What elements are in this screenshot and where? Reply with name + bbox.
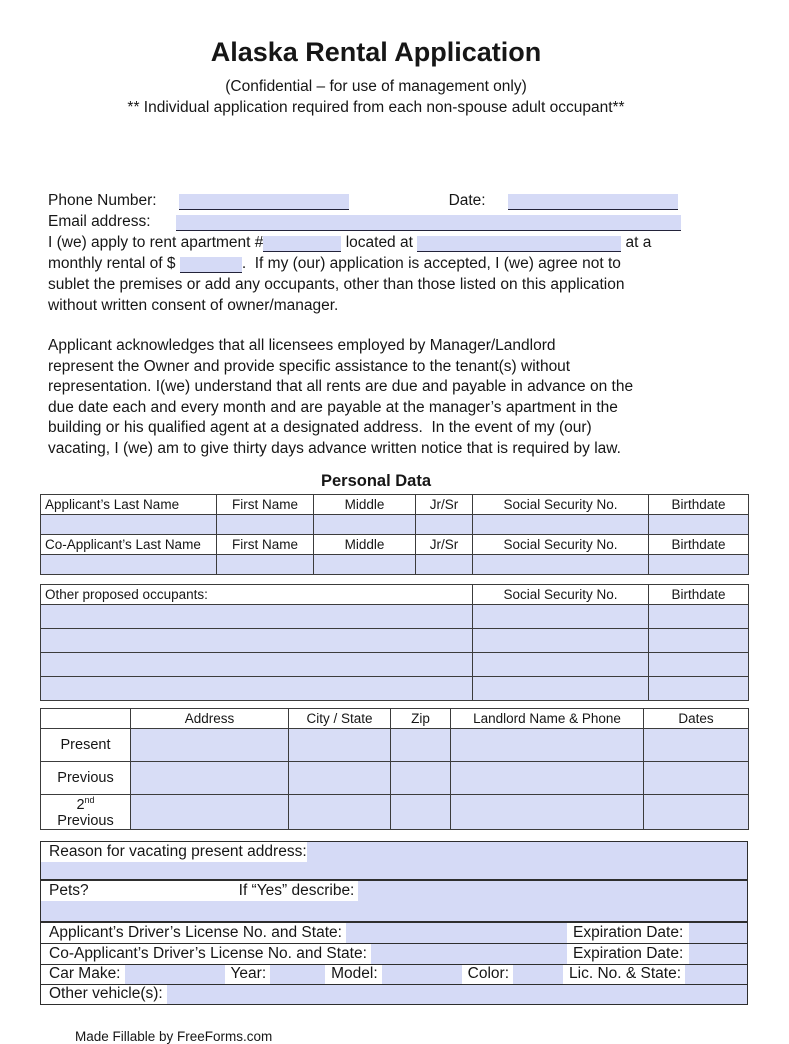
second-previous-line2: Previous <box>57 812 114 829</box>
col-applicant-last-name: Applicant’s Last Name <box>41 495 217 515</box>
previous-address-cell[interactable] <box>131 762 289 795</box>
col-blank <box>41 709 131 729</box>
car-make-label: Car Make: <box>49 965 121 983</box>
pets-answer-area[interactable] <box>89 881 239 901</box>
second-previous-sup: nd <box>84 795 95 805</box>
occupant-input-row <box>41 605 749 629</box>
applicant-middle-cell[interactable] <box>314 515 416 535</box>
col-birthdate: Birthdate <box>649 495 749 515</box>
co-applicant-header-row <box>41 535 749 555</box>
col-birthdate: Birthdate <box>649 535 749 555</box>
co-applicant-jr-sr-cell[interactable] <box>416 555 473 575</box>
subtitle-requirement: ** Individual application required from each non-spouse adult occupant** <box>127 99 625 116</box>
applicant-birthdate-cell[interactable] <box>649 515 749 535</box>
phone-date-row <box>48 189 789 210</box>
col-address: Address <box>131 709 289 729</box>
located-at-field[interactable] <box>417 236 621 252</box>
intro-section <box>48 189 789 315</box>
vehicle-row <box>41 965 747 985</box>
applicant-input-row <box>41 515 749 535</box>
col-co-applicant-last-name: Co-Applicant’s Last Name <box>41 535 217 555</box>
occupant-birthdate-cell[interactable] <box>649 605 749 629</box>
applicant-jr-sr-cell[interactable] <box>416 515 473 535</box>
pets-row <box>41 881 747 901</box>
present-label: Present <box>41 729 131 762</box>
occupant-birthdate-cell[interactable] <box>649 653 749 677</box>
year-label: Year: <box>230 965 267 983</box>
occupant-name-cell[interactable] <box>41 677 473 701</box>
second-previous-base: 2 <box>76 796 85 813</box>
residence-header-row <box>41 709 749 729</box>
applicant-dl-row <box>41 923 747 944</box>
other-vehicles-row <box>41 985 747 1004</box>
applicant-last-name-cell[interactable] <box>41 515 217 535</box>
reason-row <box>41 842 747 862</box>
previous-zip-cell[interactable] <box>391 762 451 795</box>
apply-line-4 <box>48 294 789 315</box>
email-row <box>48 210 789 231</box>
second-previous-city-state-cell[interactable] <box>289 795 391 830</box>
col-middle: Middle <box>314 535 416 555</box>
details-box <box>40 841 748 1005</box>
applicant-expiration-label: Expiration Date: <box>573 923 684 941</box>
lic-no-state-field[interactable] <box>685 965 747 984</box>
second-previous-dates-cell[interactable] <box>644 795 749 830</box>
ack-line: vacating, I (we) am to give thirty days advance written notice that is required by law. <box>48 439 621 457</box>
apply-line-3 <box>48 273 789 294</box>
co-applicant-last-name-cell[interactable] <box>41 555 217 575</box>
col-zip: Zip <box>391 709 451 729</box>
apply-text-7: without written consent of owner/manager. <box>48 297 339 314</box>
applicant-dl-field[interactable] <box>346 923 567 943</box>
applicant-header-row <box>41 495 749 515</box>
col-dates: Dates <box>644 709 749 729</box>
reason-field[interactable] <box>307 842 747 862</box>
applicant-ssn-cell[interactable] <box>473 515 649 535</box>
present-dates-cell[interactable] <box>644 729 749 762</box>
ack-line: represent the Owner and provide specific assistance to the tenant(s) without <box>48 357 571 375</box>
present-address-cell[interactable] <box>131 729 289 762</box>
col-middle: Middle <box>314 495 416 515</box>
col-first-name: First Name <box>217 535 314 555</box>
present-zip-cell[interactable] <box>391 729 451 762</box>
co-applicant-expiration-label: Expiration Date: <box>573 944 684 962</box>
col-jr-sr: Jr/Sr <box>416 495 473 515</box>
second-previous-label <box>41 795 131 830</box>
occupant-birthdate-cell[interactable] <box>649 629 749 653</box>
col-first-name: First Name <box>217 495 314 515</box>
col-other-occupants: Other proposed occupants: <box>41 585 473 605</box>
pets-label: Pets? <box>49 881 89 899</box>
occupant-ssn-cell[interactable] <box>473 629 649 653</box>
second-previous-address-row <box>41 795 749 830</box>
apply-text-1: I (we) apply to rent apartment # <box>48 234 264 251</box>
present-city-state-cell[interactable] <box>289 729 391 762</box>
occupant-name-cell[interactable] <box>41 629 473 653</box>
apartment-number-field[interactable] <box>263 236 341 252</box>
email-label: Email address: <box>48 213 151 230</box>
ack-line: Applicant acknowledges that all licensees employed by Manager/Landlord <box>48 337 556 354</box>
co-applicant-expiration-field[interactable] <box>689 944 747 964</box>
phone-number-field[interactable] <box>179 194 349 210</box>
apply-line-2 <box>48 252 789 273</box>
col-city-state: City / State <box>289 709 391 729</box>
present-landlord-cell[interactable] <box>451 729 644 762</box>
apply-text-4: monthly rental of $ <box>48 255 180 272</box>
present-address-row <box>41 729 749 762</box>
occupant-ssn-cell[interactable] <box>473 677 649 701</box>
personal-data-heading: Personal Data <box>320 472 432 490</box>
page-title: Alaska Rental Application <box>210 37 542 67</box>
year-field[interactable] <box>270 965 325 984</box>
occupant-input-row <box>41 653 749 677</box>
co-applicant-ssn-cell[interactable] <box>473 555 649 575</box>
col-landlord: Landlord Name & Phone <box>451 709 644 729</box>
ack-line: building or his qualified agent at a designated address. In the event of my (our) <box>48 419 592 436</box>
applicant-first-name-cell[interactable] <box>217 515 314 535</box>
pets-describe-field-line2[interactable] <box>41 901 747 923</box>
occupant-name-cell[interactable] <box>41 605 473 629</box>
applicant-dl-label: Applicant’s Driver’s License No. and State: <box>49 923 342 941</box>
col-ssn: Social Security No. <box>473 585 649 605</box>
occupant-input-row <box>41 629 749 653</box>
pets-describe-field[interactable] <box>358 881 747 901</box>
document-header <box>0 0 752 118</box>
email-field[interactable] <box>176 215 681 231</box>
occupant-birthdate-cell[interactable] <box>649 677 749 701</box>
co-applicant-first-name-cell[interactable] <box>217 555 314 575</box>
occupant-input-row <box>41 677 749 701</box>
lic-no-state-label: Lic. No. & State: <box>569 965 682 983</box>
date-field[interactable] <box>508 194 678 210</box>
second-previous-zip-cell[interactable] <box>391 795 451 830</box>
occupants-table <box>40 584 749 701</box>
col-ssn: Social Security No. <box>473 535 649 555</box>
applicant-expiration-field[interactable] <box>689 923 747 943</box>
co-applicant-dl-field[interactable] <box>371 944 567 964</box>
col-birthdate: Birthdate <box>649 585 749 605</box>
occupants-header-row <box>41 585 749 605</box>
residence-history-table <box>40 708 749 830</box>
model-label: Model: <box>331 965 378 983</box>
model-field[interactable] <box>382 965 462 984</box>
apply-text-2: located at <box>341 234 418 251</box>
other-vehicles-label: Other vehicle(s): <box>49 985 163 1003</box>
co-applicant-middle-cell[interactable] <box>314 555 416 575</box>
ack-line: representation. I(we) understand that all rents are due and payable in advance on the <box>48 378 634 395</box>
date-label: Date: <box>448 192 486 209</box>
phone-label: Phone Number: <box>48 192 157 209</box>
co-applicant-input-row <box>41 555 749 575</box>
footer-credit: Made Fillable by FreeForms.com <box>75 1028 273 1044</box>
occupant-name-cell[interactable] <box>41 653 473 677</box>
car-make-field[interactable] <box>125 965 225 984</box>
co-applicant-birthdate-cell[interactable] <box>649 555 749 575</box>
color-label: Color: <box>467 965 510 983</box>
previous-landlord-cell[interactable] <box>451 762 644 795</box>
ack-line: due date each and every month and are payable at the manager’s apartment in the <box>48 398 618 416</box>
previous-address-row <box>41 762 749 795</box>
second-previous-address-cell[interactable] <box>131 795 289 830</box>
pets-describe-label: If “Yes” describe: <box>238 881 355 899</box>
apply-text-5: . If my (our) application is accepted, I (we) agree not to <box>241 255 621 272</box>
reason-field-line2[interactable] <box>41 862 747 881</box>
co-applicant-dl-label: Co-Applicant’s Driver’s License No. and State: <box>49 944 367 962</box>
second-previous-landlord-cell[interactable] <box>451 795 644 830</box>
occupant-ssn-cell[interactable] <box>473 653 649 677</box>
apply-line-1 <box>48 231 789 252</box>
personal-data-table <box>40 494 749 575</box>
previous-city-state-cell[interactable] <box>289 762 391 795</box>
color-field[interactable] <box>513 965 563 984</box>
acknowledgement-paragraph <box>48 336 789 459</box>
col-ssn: Social Security No. <box>473 495 649 515</box>
previous-label: Previous <box>41 762 131 795</box>
col-jr-sr: Jr/Sr <box>416 535 473 555</box>
reason-label: Reason for vacating present address: <box>49 842 307 860</box>
co-applicant-dl-row <box>41 944 747 965</box>
other-vehicles-field[interactable] <box>167 985 747 1004</box>
apply-text-6: sublet the premises or add any occupants, other than those listed on this application <box>48 276 625 293</box>
subtitle-confidential: (Confidential – for use of management only) <box>225 78 527 95</box>
apply-text-3: at a <box>621 234 652 251</box>
monthly-rental-field[interactable] <box>180 257 242 273</box>
occupant-ssn-cell[interactable] <box>473 605 649 629</box>
previous-dates-cell[interactable] <box>644 762 749 795</box>
